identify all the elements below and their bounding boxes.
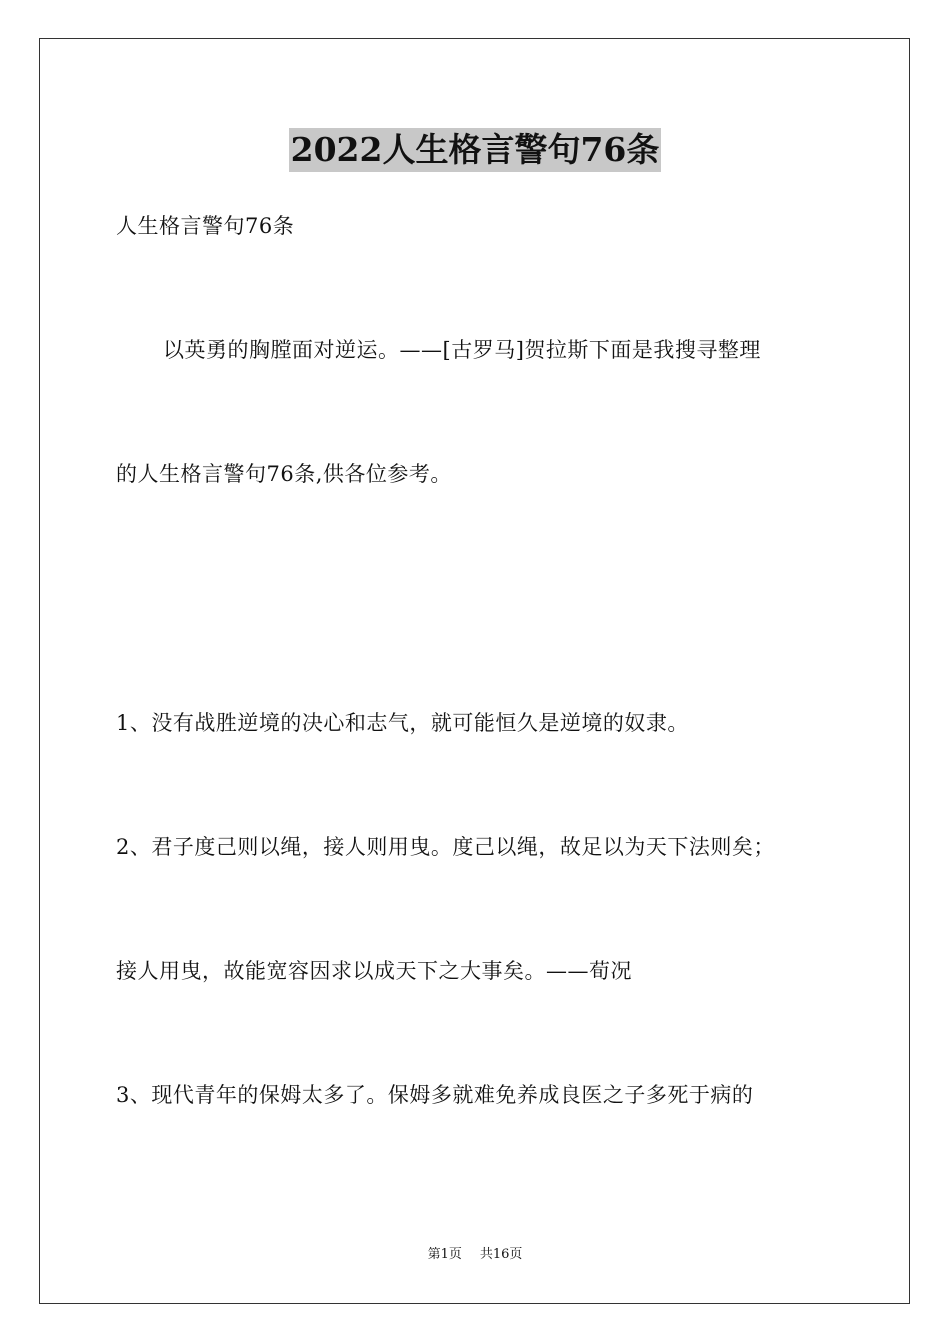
- quote-item-2-line-1: 2、君子度己则以绳，接人则用曳。度己以绳，故足以为天下法则矣；: [116, 835, 775, 859]
- document-subtitle: 人生格言警句76条: [116, 214, 295, 238]
- paragraph-line-2: 的人生格言警句76条,供各位参考。: [116, 462, 452, 486]
- title-container: [0, 128, 950, 172]
- page-footer: [0, 1246, 950, 1264]
- page-number-total: 共16页: [479, 1247, 523, 1262]
- page-number-current: 第1页: [427, 1247, 462, 1262]
- document-title: 2022人生格言警句76条: [289, 128, 662, 172]
- quote-item-3-line-1: 3、现代青年的保姆太多了。保姆多就难免养成良医之子多死于病的: [116, 1083, 754, 1107]
- paragraph-line-1: 以英勇的胸膛面对逆运。——[古罗马]贺拉斯下面是我搜寻整理: [163, 338, 761, 362]
- quote-item-2-line-2: 接人用曳，故能宽容因求以成天下之大事矣。——荀况: [116, 959, 632, 983]
- quote-item-1: 1、没有战胜逆境的决心和志气，就可能恒久是逆境的奴隶。: [116, 711, 689, 735]
